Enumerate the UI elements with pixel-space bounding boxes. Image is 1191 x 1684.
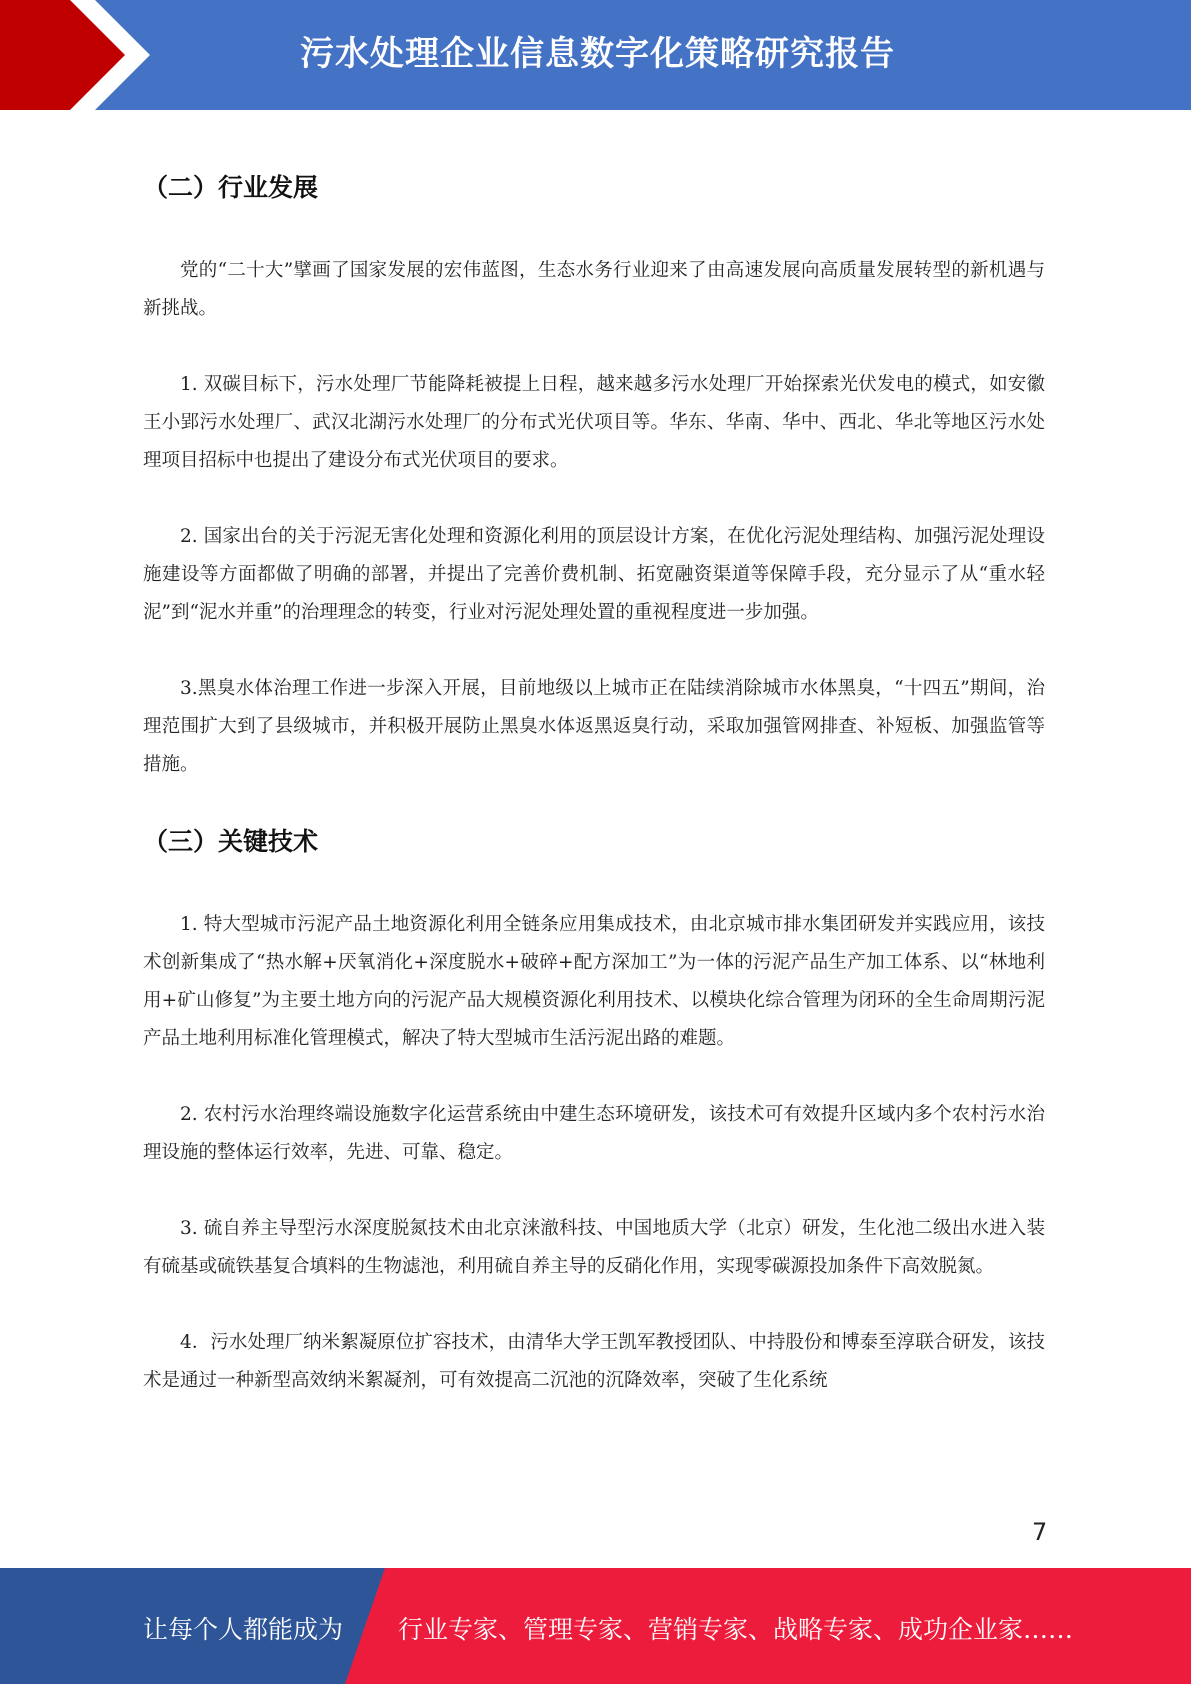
page-footer bbox=[0, 1568, 1191, 1684]
page-header bbox=[0, 0, 1191, 110]
paragraph: 1. 双碳目标下，污水处理厂节能降耗被提上日程，越来越多污水处理厂开始探索光伏发电的模式，如安徽王小郢污水处理厂、武汉北湖污水处理厂的分布式光伏项目等。华东、华南、华中、西北、华北等地区污水处理项目招标中也提出了建设分布式光伏项目的要求。 bbox=[143, 374, 1045, 471]
paragraph: 2. 国家出台的关于污泥无害化处理和资源化利用的顶层设计方案，在优化污泥处理结构、加强污泥处理设施建设等方面都做了明确的部署，并提出了完善价费机制、拓宽融资渠道等保障手段，充分显示了从“重水轻泥”到“泥水并重”的治理理念的转变，行业对污泥处理处置的重视程度进一步加强。 bbox=[143, 526, 1045, 623]
section-heading: （二）行业发展 bbox=[143, 173, 319, 202]
paragraph: 4．污水处理厂纳米絮凝原位扩容技术，由清华大学王凯军教授团队、中持股份和博泰至淳联合研发，该技术是通过一种新型高效纳米絮凝剂，可有效提高二沉池的沉降效率，突破了生化系统 bbox=[143, 1332, 1045, 1391]
paragraph: 1. 特大型城市污泥产品土地资源化利用全链条应用集成技术，由北京城市排水集团研发并实践应用，该技术创新集成了“热水解+厌氧消化+深度脱水+破碎+配方深加工”为一体的污泥产品生产加工体系、以“林地利用+矿山修复”为主要土地方向的污泥产品大规模资源化利用技术、以模块化综合管理为闭环的全生命周期污泥产品土地利用标准化管理模式，解决了特大型城市生活污泥出路的难题。 bbox=[143, 914, 1045, 1049]
paragraph: 党的“二十大”擘画了国家发展的宏伟蓝图，生态水务行业迎来了由高速发展向高质量发展转型的新机遇与新挑战。 bbox=[143, 260, 1045, 319]
main-content bbox=[143, 160, 1045, 1400]
report-title: 污水处理企业信息数字化策略研究报告 bbox=[300, 34, 895, 74]
paragraph: 3. 硫自养主导型污水深度脱氮技术由北京涞澈科技、中国地质大学（北京）研发，生化池二级出水进入装有硫基或硫铁基复合填料的生物滤池，利用硫自养主导的反硝化作用，实现零碳源投加条件下高效脱氮。 bbox=[143, 1218, 1045, 1277]
footer-slogan-left: 让每个人都能成为 bbox=[143, 1615, 344, 1644]
section-heading: （三）关键技术 bbox=[143, 827, 319, 856]
paragraph: 2. 农村污水治理终端设施数字化运营系统由中建生态环境研发，该技术可有效提升区域内多个农村污水治理设施的整体运行效率，先进、可靠、稳定。 bbox=[143, 1104, 1045, 1163]
footer-slogan-right: 行业专家、管理专家、营销专家、战略专家、成功企业家…… bbox=[398, 1615, 1074, 1644]
page-number: 7 bbox=[1032, 1518, 1048, 1546]
paragraph: 3.黑臭水体治理工作进一步深入开展，目前地级以上城市正在陆续消除城市水体黑臭，“十四五”期间，治理范围扩大到了县级城市，并积极开展防止黑臭水体返黑返臭行动，采取加强管网排查、补短板、加强监管等措施。 bbox=[143, 678, 1045, 775]
